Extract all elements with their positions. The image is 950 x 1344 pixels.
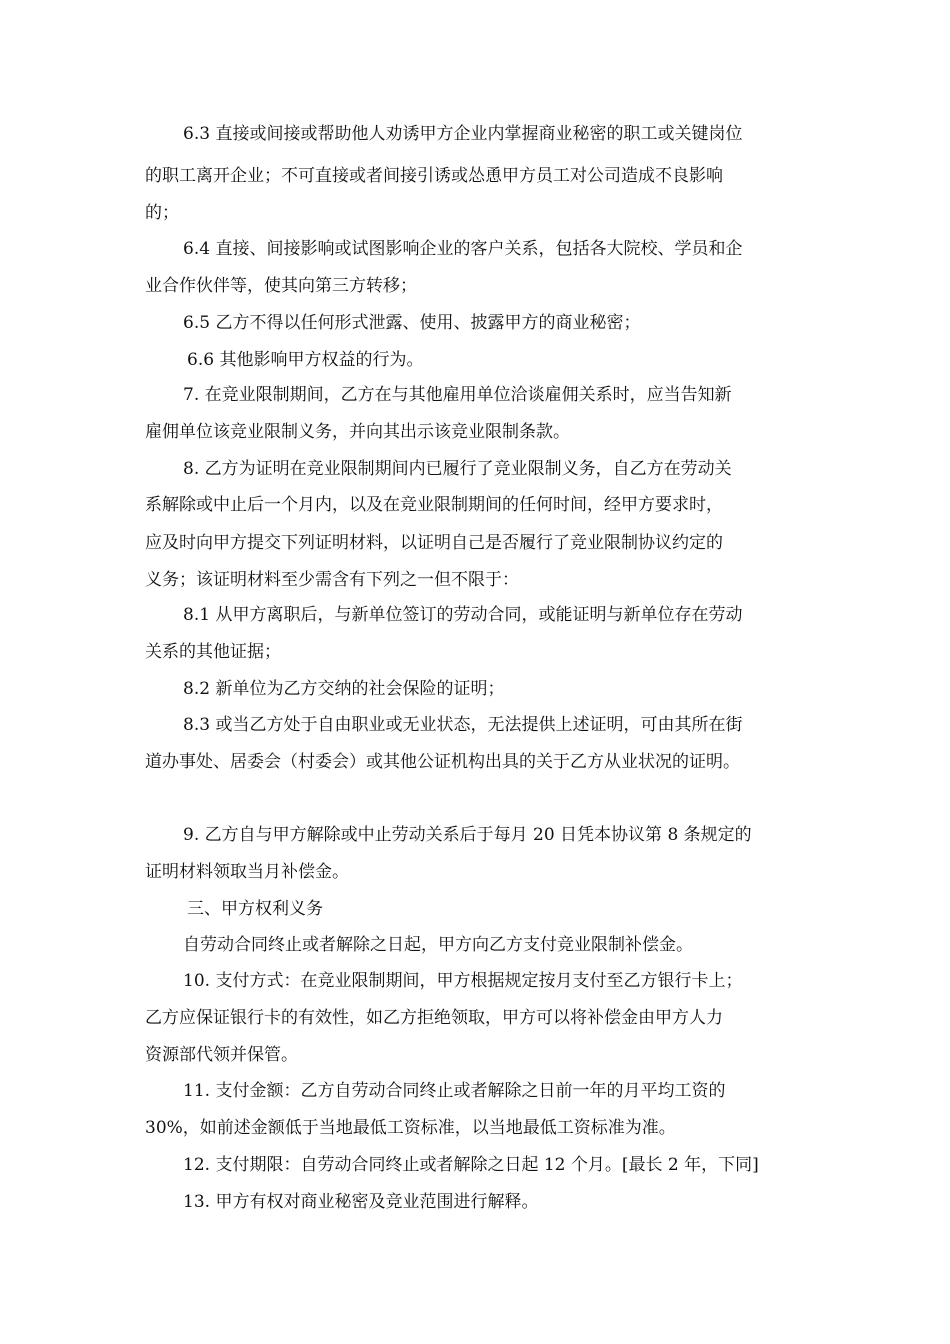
text-line: 12. 支付期限：自劳动合同终止或者解除之日起 12 个月。[最长 2 年，下同] xyxy=(183,1155,759,1175)
text-line: 6.5 乙方不得以任何形式泄露、使用、披露甲方的商业秘密； xyxy=(183,313,641,333)
text-line: 应及时向甲方提交下列证明材料，以证明自己是否履行了竞业限制协议约定的 xyxy=(145,533,723,553)
text-line: 7. 在竞业限制期间，乙方在与其他雇用单位洽谈雇佣关系时，应当告知新 xyxy=(183,385,732,405)
text-line: 8.3 或当乙方处于自由职业或无业状态，无法提供上述证明，可由其所在街 xyxy=(183,715,743,735)
text-line: 11. 支付金额：乙方自劳动合同终止或者解除之日前一年的月平均工资的 xyxy=(183,1081,726,1101)
text-line: 自劳动合同终止或者解除之日起，甲方向乙方支付竞业限制补偿金。 xyxy=(183,935,693,955)
text-line: 乙方应保证银行卡的有效性，如乙方拒绝领取，甲方可以将补偿金由甲方人力 xyxy=(145,1008,723,1028)
text-line: 雇佣单位该竞业限制义务，并向其出示该竞业限制条款。 xyxy=(145,422,570,442)
text-line: 的； xyxy=(145,203,179,223)
text-line: 6.3 直接或间接或帮助他人劝诱甲方企业内掌握商业秘密的职工或关键岗位 xyxy=(183,124,743,144)
text-line: 9. 乙方自与甲方解除或中止劳动关系后于每月 20 日凭本协议第 8 条规定的 xyxy=(183,825,752,845)
section-heading: 三、甲方权利义务 xyxy=(187,899,323,919)
text-line: 关系的其他证据； xyxy=(145,642,281,662)
text-line: 道办事处、居委会（村委会）或其他公证机构出具的关于乙方从业状况的证明。 xyxy=(145,752,740,772)
text-line: 30%，如前述金额低于当地最低工资标准，以当地最低工资标准为准。 xyxy=(145,1118,676,1138)
text-line: 8.1 从甲方离职后，与新单位签订的劳动合同，或能证明与新单位存在劳动 xyxy=(183,605,743,625)
text-line: 8.2 新单位为乙方交纳的社会保险的证明； xyxy=(183,679,505,699)
text-line: 资源部代领并保管。 xyxy=(145,1045,298,1065)
text-line: 业合作伙伴等，使其向第三方转移； xyxy=(145,276,417,296)
text-line: 6.6 其他影响甲方权益的行为。 xyxy=(187,350,424,370)
text-line: 10. 支付方式：在竞业限制期间，甲方根据规定按月支付至乙方银行卡上； xyxy=(183,971,743,991)
text-line: 义务；该证明材料至少需含有下列之一但不限于： xyxy=(145,570,519,590)
text-line: 证明材料领取当月补偿金。 xyxy=(145,862,349,882)
text-line: 的职工离开企业；不可直接或者间接引诱或怂恿甲方员工对公司造成不良影响 xyxy=(145,166,723,186)
text-line: 8. 乙方为证明在竞业限制期间内已履行了竞业限制义务，自乙方在劳动关 xyxy=(183,459,732,479)
text-line: 13. 甲方有权对商业秘密及竞业范围进行解释。 xyxy=(183,1192,539,1212)
text-line: 系解除或中止后一个月内，以及在竞业限制期间的任何时间，经甲方要求时， xyxy=(145,495,723,515)
text-line: 6.4 直接、间接影响或试图影响企业的客户关系，包括各大院校、学员和企 xyxy=(183,239,743,259)
